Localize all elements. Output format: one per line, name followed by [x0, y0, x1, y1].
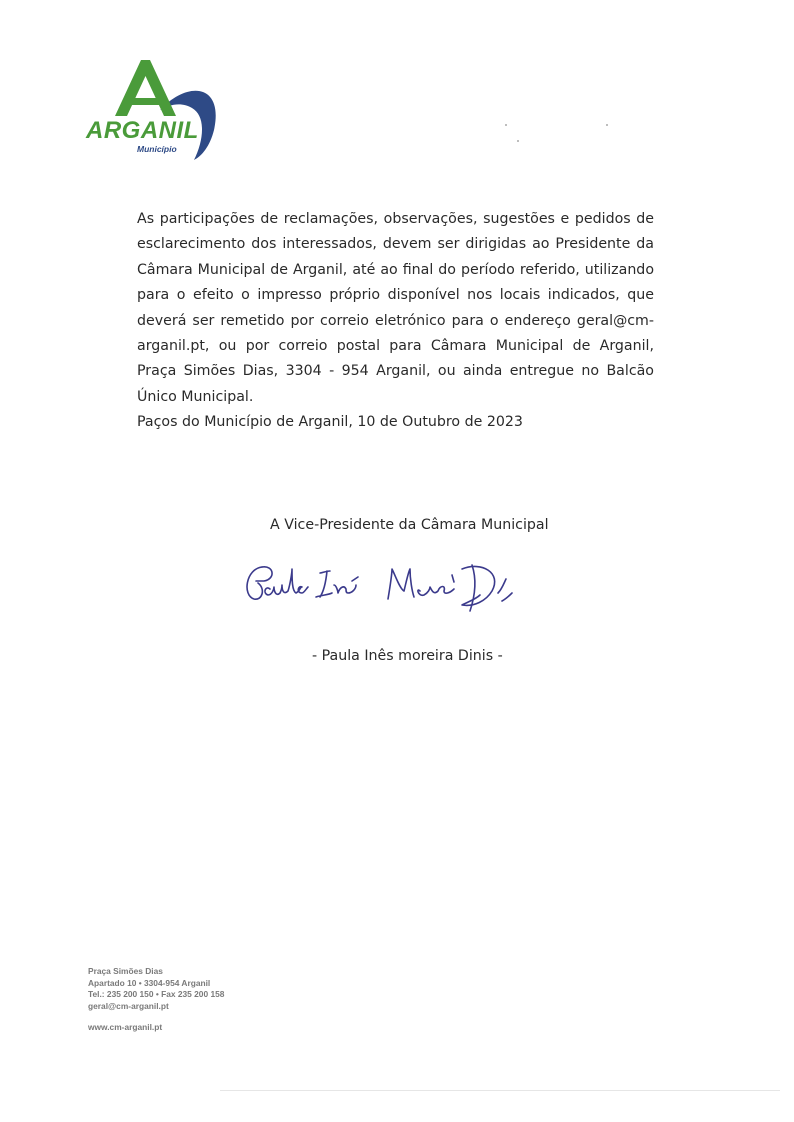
footer-email: geral@cm-arganil.pt	[88, 1000, 169, 1011]
footer-phone-line: Tel.: 235 200 150 • Fax 235 200 158	[88, 989, 225, 1000]
logo-name: ARGANIL	[86, 117, 199, 144]
footer-contact	[88, 966, 224, 1034]
footer-address-line1: Praça Simões Dias	[88, 966, 163, 976]
scan-edge-line	[220, 1090, 780, 1091]
scan-speck	[606, 124, 608, 126]
signature-drawing	[240, 555, 520, 625]
footer-website: www.cm-arganil.pt	[88, 1022, 163, 1033]
signer-name: - Paula Inês moreira Dinis -	[312, 648, 503, 664]
signatory-role: A Vice-Presidente da Câmara Municipal	[270, 517, 549, 533]
footer-address-line2: Apartado 10 • 3304-954 Arganil	[88, 977, 211, 988]
arganil-logo	[86, 58, 226, 162]
logo-subtitle: Município	[137, 144, 177, 154]
scan-speck	[517, 140, 519, 142]
scan-speck	[505, 124, 507, 126]
date-line: Paços do Município de Arganil, 10 de Outubro de 2023	[137, 414, 523, 430]
body-paragraph: As participações de reclamações, observações, sugestões e pedidos de esclarecimento dos interessados, devem ser dirigidas ao Presidente da Câmara Municipal de Arganil, até ao final do período referido, utilizando para o efeito o impresso próprio disponível nos locais indicados, que deverá ser remetido por correio eletrónico para o endereço geral@cm-arganil.pt, ou por correio postal para Câmara Municipal de Arganil, Praça Simões Dias, 3304 - 954 Arganil, ou ainda entregue no Balcão Único Municipal.	[137, 211, 654, 405]
handwritten-signature	[240, 555, 520, 629]
